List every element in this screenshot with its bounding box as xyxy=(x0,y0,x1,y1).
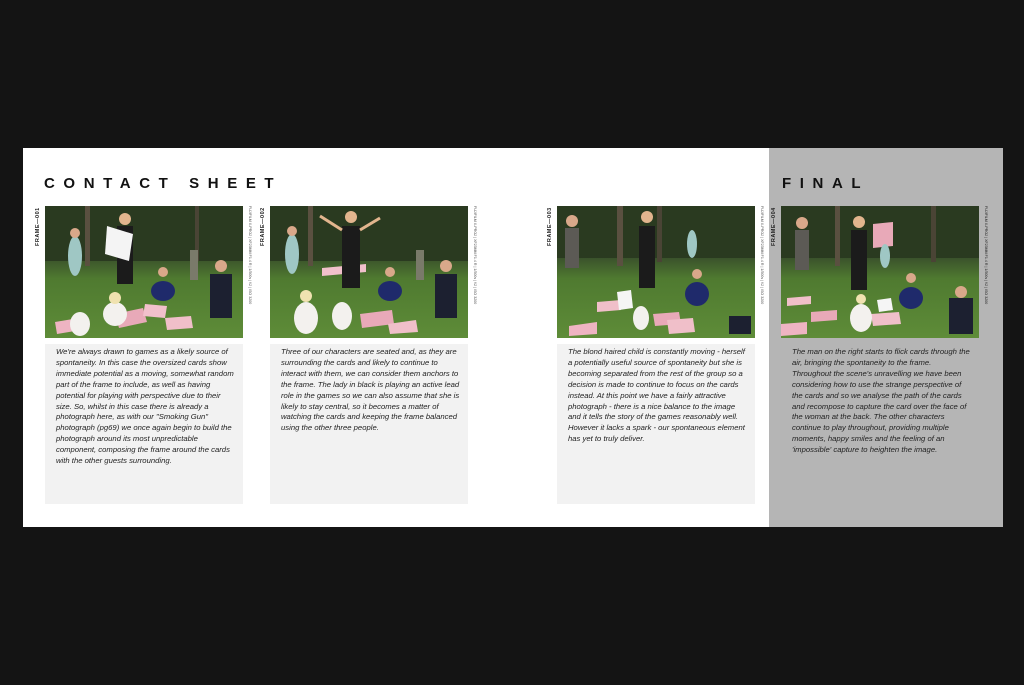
frame-004 xyxy=(771,206,988,504)
frame-label: FRAME—002 xyxy=(260,207,266,246)
frame-001 xyxy=(35,206,252,504)
final-heading: FINAL xyxy=(782,175,870,192)
frame-caption: The man on the right starts to flick cards through the air, bringing the spontaneity to the frame. Throughout the scene's unravelling we have been considering how to use the strange perspective of the cards and so we analyse the path of the cards and recompose to capture the card over the face of the woman at the back. The other characters continue to play throughout, providing multiple moments, happy smiles and the feeling of an 'impossible' capture to heighten the image. xyxy=(792,347,970,455)
frame-photo xyxy=(781,206,979,338)
frame-meta: FUJIFILM X-PRO2 | XF23MM F1.4 R | 1/500s | f/2 | ISO 3200 xyxy=(760,206,764,305)
frame-photo xyxy=(557,206,755,338)
contact-sheet-heading: CONTACT SHEET xyxy=(44,175,283,192)
frame-caption: Three of our characters are seated and, as they are surrounding the cards and likely to continue to interact with them, we can consider them anchors to the frame. The lady in black is playing an active lead role in the games so we can also assume that she is likely to stay central, so it becomes a matter of watching the cards and keeping the frame balanced using the other three people. xyxy=(270,344,468,504)
frame-photo xyxy=(45,206,243,338)
contact-sheet-spread xyxy=(23,148,1003,527)
frame-003 xyxy=(547,206,764,504)
frame-meta: FUJIFILM X-PRO2 | XF23MM F1.4 R | 1/500s | f/2 | ISO 3200 xyxy=(248,206,252,305)
frame-photo xyxy=(270,206,468,338)
frame-meta: FUJIFILM X-PRO2 | XF23MM F1.4 R | 1/500s | f/2 | ISO 3200 xyxy=(984,206,988,305)
frame-label: FRAME—004 xyxy=(771,207,777,246)
frame-caption: We're always drawn to games as a likely source of spontaneity. In this case the oversized cards show immediate potential as a moving, somewhat random part of the frame to include, as well as having potential for playing with perspective due to their size. So, whilst in this case there is already a photograph here, as with our "Smoking Gun" photograph (pg69) we once again begin to build the photograph around its most unpredictable component, composing the frame around the cards with the other guests surrounding. xyxy=(45,344,243,504)
frame-meta: FUJIFILM X-PRO2 | XF23MM F1.4 R | 1/500s | f/2 | ISO 3200 xyxy=(473,206,477,305)
frame-label: FRAME—001 xyxy=(35,207,41,246)
frame-caption: The blond haired child is constantly moving - herself a potentially useful source of spontaneity but she is becoming separated from the rest of the group so a decision is made to continue to focus on the cards instead. At this point we have a fairly attractive photograph - there is a nice balance to the image and it tells the story of the games reasonably well. However it lacks a spark - our spontaneous element has yet to truly deliver. xyxy=(557,344,755,504)
frame-label: FRAME—003 xyxy=(547,207,553,246)
frame-002 xyxy=(260,206,477,504)
